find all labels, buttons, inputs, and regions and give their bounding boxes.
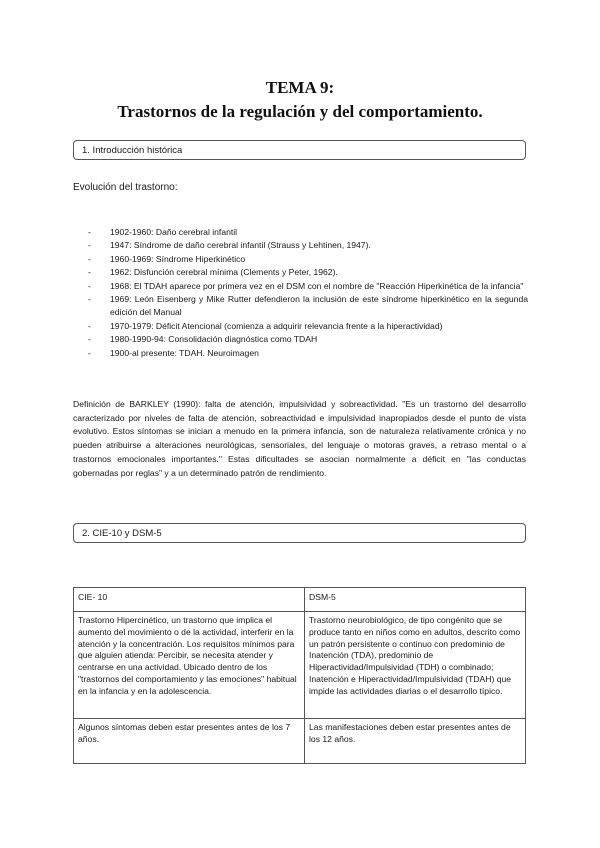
timeline-item: - 1902-1960: Daño cerebral infantil bbox=[88, 227, 238, 237]
table-header-row bbox=[74, 588, 526, 612]
timeline-item: - 1980-1990-94: Consolidación diagnóstica como TDAH bbox=[88, 334, 318, 345]
timeline-item: - 1970-1979: Déficit Atencional (comienza a adquirir relevancia frente a la hiperactividad) bbox=[88, 320, 443, 331]
table-cell: Algunos síntomas deben estar presentes antes de los 7 años. bbox=[74, 719, 305, 764]
document-title-line2: Trastornos de la regulación y del comportamiento. bbox=[117, 102, 483, 121]
table-row bbox=[74, 612, 526, 719]
table-row bbox=[74, 719, 526, 764]
timeline-item: - 1962: Disfunción cerebral mínima (Clements y Peter, 1962). bbox=[88, 267, 338, 278]
table-cell: Trastorno Hipercinético, un trastorno que implica el aumento del movimiento o de la actividad, interferir en la atención y la concentración. Los requisitos mínimos para que alguien atienda: Percibir, se necesita atender y centrarse en una actividad. Ubicado dentro de los "trastornos del comportamiento y las emociones" habitual en la infancia y en la adolescencia. bbox=[74, 612, 305, 719]
section-heading-introduccion: 1. Introducción histórica bbox=[73, 140, 526, 160]
timeline-item: - 1947: Síndrome de daño cerebral infantil (Strauss y Lehtinen, 1947). bbox=[88, 240, 371, 251]
section-heading-cie-dsm: 2. CIE-10 y DSM-5 bbox=[73, 523, 526, 543]
timeline-item: - 1900-al presente: TDAH. Neuroimagen bbox=[88, 347, 259, 358]
header-dsm5: DSM-5 bbox=[305, 588, 526, 612]
header-cie10: CIE- 10 bbox=[74, 588, 305, 612]
timeline-item: - 1969: León Eisenberg y Mike Rutter defendieron la inclusión de este síndrome hiperkinético en la segunda edición del Manual bbox=[88, 294, 528, 318]
timeline-list bbox=[88, 226, 528, 360]
barkley-definition: Definición de BARKLEY (1990): falta de atención, impulsividad y sobreactividad. "Es un trastorno del desarrollo caracterizado por niveles de falta de atención, sobreactividad e impulsividad inapropiados desde el punto de vista evolutivo. Estos síntomas se inician a menudo en la primera infancia, son de naturaleza relativamente crónica y no pueden atribuirse a alteraciones neurológicas, sensoriales, del lenguaje o motoras graves, a retraso mental o a trastornos emocionales importantes." Estas dificultades se asocian normalmente a déficit en "las conductas gobernadas por reglas" y a un determinado patrón de rendimiento. bbox=[73, 399, 526, 478]
timeline-item: - 1960-1969: Síndrome Hiperkinético bbox=[88, 253, 246, 264]
evolucion-label: Evolución del trastorno: bbox=[73, 182, 178, 193]
timeline-item: - 1968: El TDAH aparece por primera vez en el DSM con el nombre de "Reacción Hiperkinética de la infancia" bbox=[88, 280, 524, 291]
table-cell: Las manifestaciones deben estar presentes antes de los 12 años. bbox=[305, 719, 526, 764]
table-cell: Trastorno neurobiológico, de tipo congénito que se produce tanto en niños como en adultos, descrito como un patrón persistente o continuo con predominio de Inatención (TDA), predominio de Hiperactividad/Impulsividad (TDH) o combinado; Inatención e Hiperactividad/Impulsividad (TDAH) que impide las actividades diarias o el desarrollo típico. bbox=[305, 612, 526, 719]
comparison-table bbox=[73, 587, 526, 764]
document-title-line1: TEMA 9: bbox=[265, 78, 335, 97]
